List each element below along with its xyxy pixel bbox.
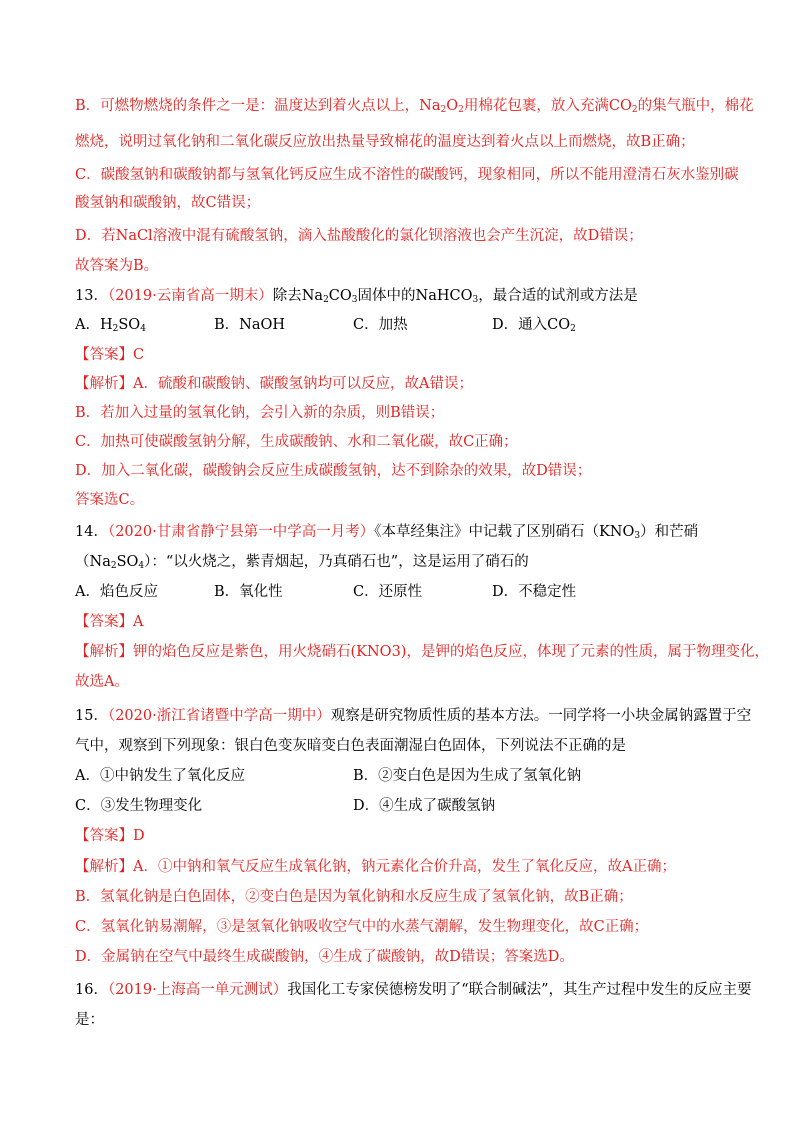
question-13-stem: 13．（2019·云南省高一期末）除去$Na_2CO_3$固体中的NaHCO$_3$，最合适的试剂或方法是 <box>75 288 638 305</box>
analysis-b-line2: 燃烧，说明过氧化钠和二氧化碳反应放出热量导致棉花的温度达到着火点以上而燃烧，故B正确； <box>75 134 695 150</box>
q15-option-a: A．①中钠发生了氧化反应 <box>75 768 245 784</box>
q14-analysis-line2: 故选A。 <box>75 674 129 690</box>
q14-option-a: A．焰色反应 <box>75 584 158 600</box>
q13-analysis-b: B．若加入过量的氢氧化钠，会引入新的杂质，则B错误； <box>75 405 445 421</box>
question-15-stem-line2: 气中，观察到下列现象：银白色变灰暗变白色表面潮湿白色固体，下列说法不正确的是 <box>75 738 626 754</box>
question-16-stem-line1: 16．（2019·上海高一单元测试）我国化工专家侯德榜发明了“联合制碱法”，其生产过程中发生的反应主要 <box>75 982 752 998</box>
q14-option-c: C．还原性 <box>353 584 423 600</box>
q15-analysis-b: B．氢氧化钠是白色固体，②变白色是因为氧化钠和水反应生成了氢氧化钠，故B正确； <box>75 889 633 905</box>
q14-answer: 【答案】A <box>75 614 144 630</box>
analysis-d-line: D．若NaCl溶液中混有硫酸氢钠，滴入盐酸酸化的氯化钡溶液也会产生沉淀，故D错误； <box>75 228 643 244</box>
q15-analysis-c: C．氢氧化钠易潮解，③是氢氧化钠吸收空气中的水蒸气潮解，发生物理变化，故C正确； <box>75 919 649 935</box>
q13-answer: 【答案】C <box>75 347 145 363</box>
analysis-b-line1: B．可燃物燃烧的条件之一是：温度达到着火点以上，$Na_2O_2$用棉花包裹，放入充满$CO_2$的集气瓶中，棉花 <box>75 98 754 115</box>
q15-analysis-a: 【解析】A．①中钠和氧气反应生成氧化钠，钠元素化合价升高，发生了氧化反应，故A正确； <box>75 859 676 875</box>
answer-conclusion: 故答案为B。 <box>75 258 159 274</box>
analysis-c-line1: C．碳酸氢钠和碳酸钠都与氢氧化钙反应生成不溶性的碳酸钙，现象相同，所以不能用澄清石灰水鉴别碳 <box>75 167 739 183</box>
q15-option-b: B．②变白色是因为生成了氢氧化钠 <box>353 768 582 784</box>
q15-answer: 【答案】D <box>75 828 145 844</box>
question-14-stem-line2: $(Na_2SO_4)$：“以火烧之，紫青烟起，乃真硝石也”，这是运用了硝石的 <box>75 554 529 571</box>
q13-option-b: B．NaOH <box>214 317 286 333</box>
q13-analysis-a: 【解析】A．硫酸和碳酸钠、碳酸氢钠均可以反应，故A错误； <box>75 376 473 392</box>
q15-option-d: D．④生成了碳酸氢钠 <box>353 798 496 814</box>
question-16-stem-line2: 是： <box>75 1012 104 1028</box>
q15-option-c: C．③发生物理变化 <box>75 798 203 814</box>
q14-option-d: D．不稳定性 <box>492 584 577 600</box>
q14-analysis-line1: 【解析】钾的焰色反应是紫色，用火烧硝石(KNO3)，是钾的焰色反应，体现了元素的性质，属于物理变化， <box>75 644 769 660</box>
q13-analysis-d: D．加入二氧化碳，碳酸钠会反应生成碳酸氢钠，达不到除杂的效果，故D错误； <box>75 463 592 479</box>
q13-option-c: C．加热 <box>353 317 408 333</box>
q15-analysis-d: D．金属钠在空气中最终生成碳酸钠，④生成了碳酸钠，故D错误；答案选D。 <box>75 949 574 965</box>
q14-option-b: B．氧化性 <box>214 584 283 600</box>
analysis-c-line2: 酸氢钠和碳酸钠，故C错误； <box>75 195 261 211</box>
q13-option-d: D．通入$CO_2$ <box>492 317 576 334</box>
q13-analysis-c: C．加热可使碳酸氢钠分解，生成碳酸钠、水和二氧化碳，故C正确； <box>75 434 518 450</box>
q13-conclusion: 答案选C。 <box>75 492 145 508</box>
question-14-stem-line1: 14．（2020·甘肃省静宁县第一中学高一月考）《本草经集注》中记载了区别硝石$(KNO_3)$和芒硝 <box>75 524 699 541</box>
question-15-stem-line1: 15．（2020·浙江省诸暨中学高一期中）观察是研究物质性质的基本方法。一同学将一小块金属钠露置于空 <box>75 708 752 724</box>
q13-option-a: A．$H_2SO_4$ <box>75 317 146 334</box>
